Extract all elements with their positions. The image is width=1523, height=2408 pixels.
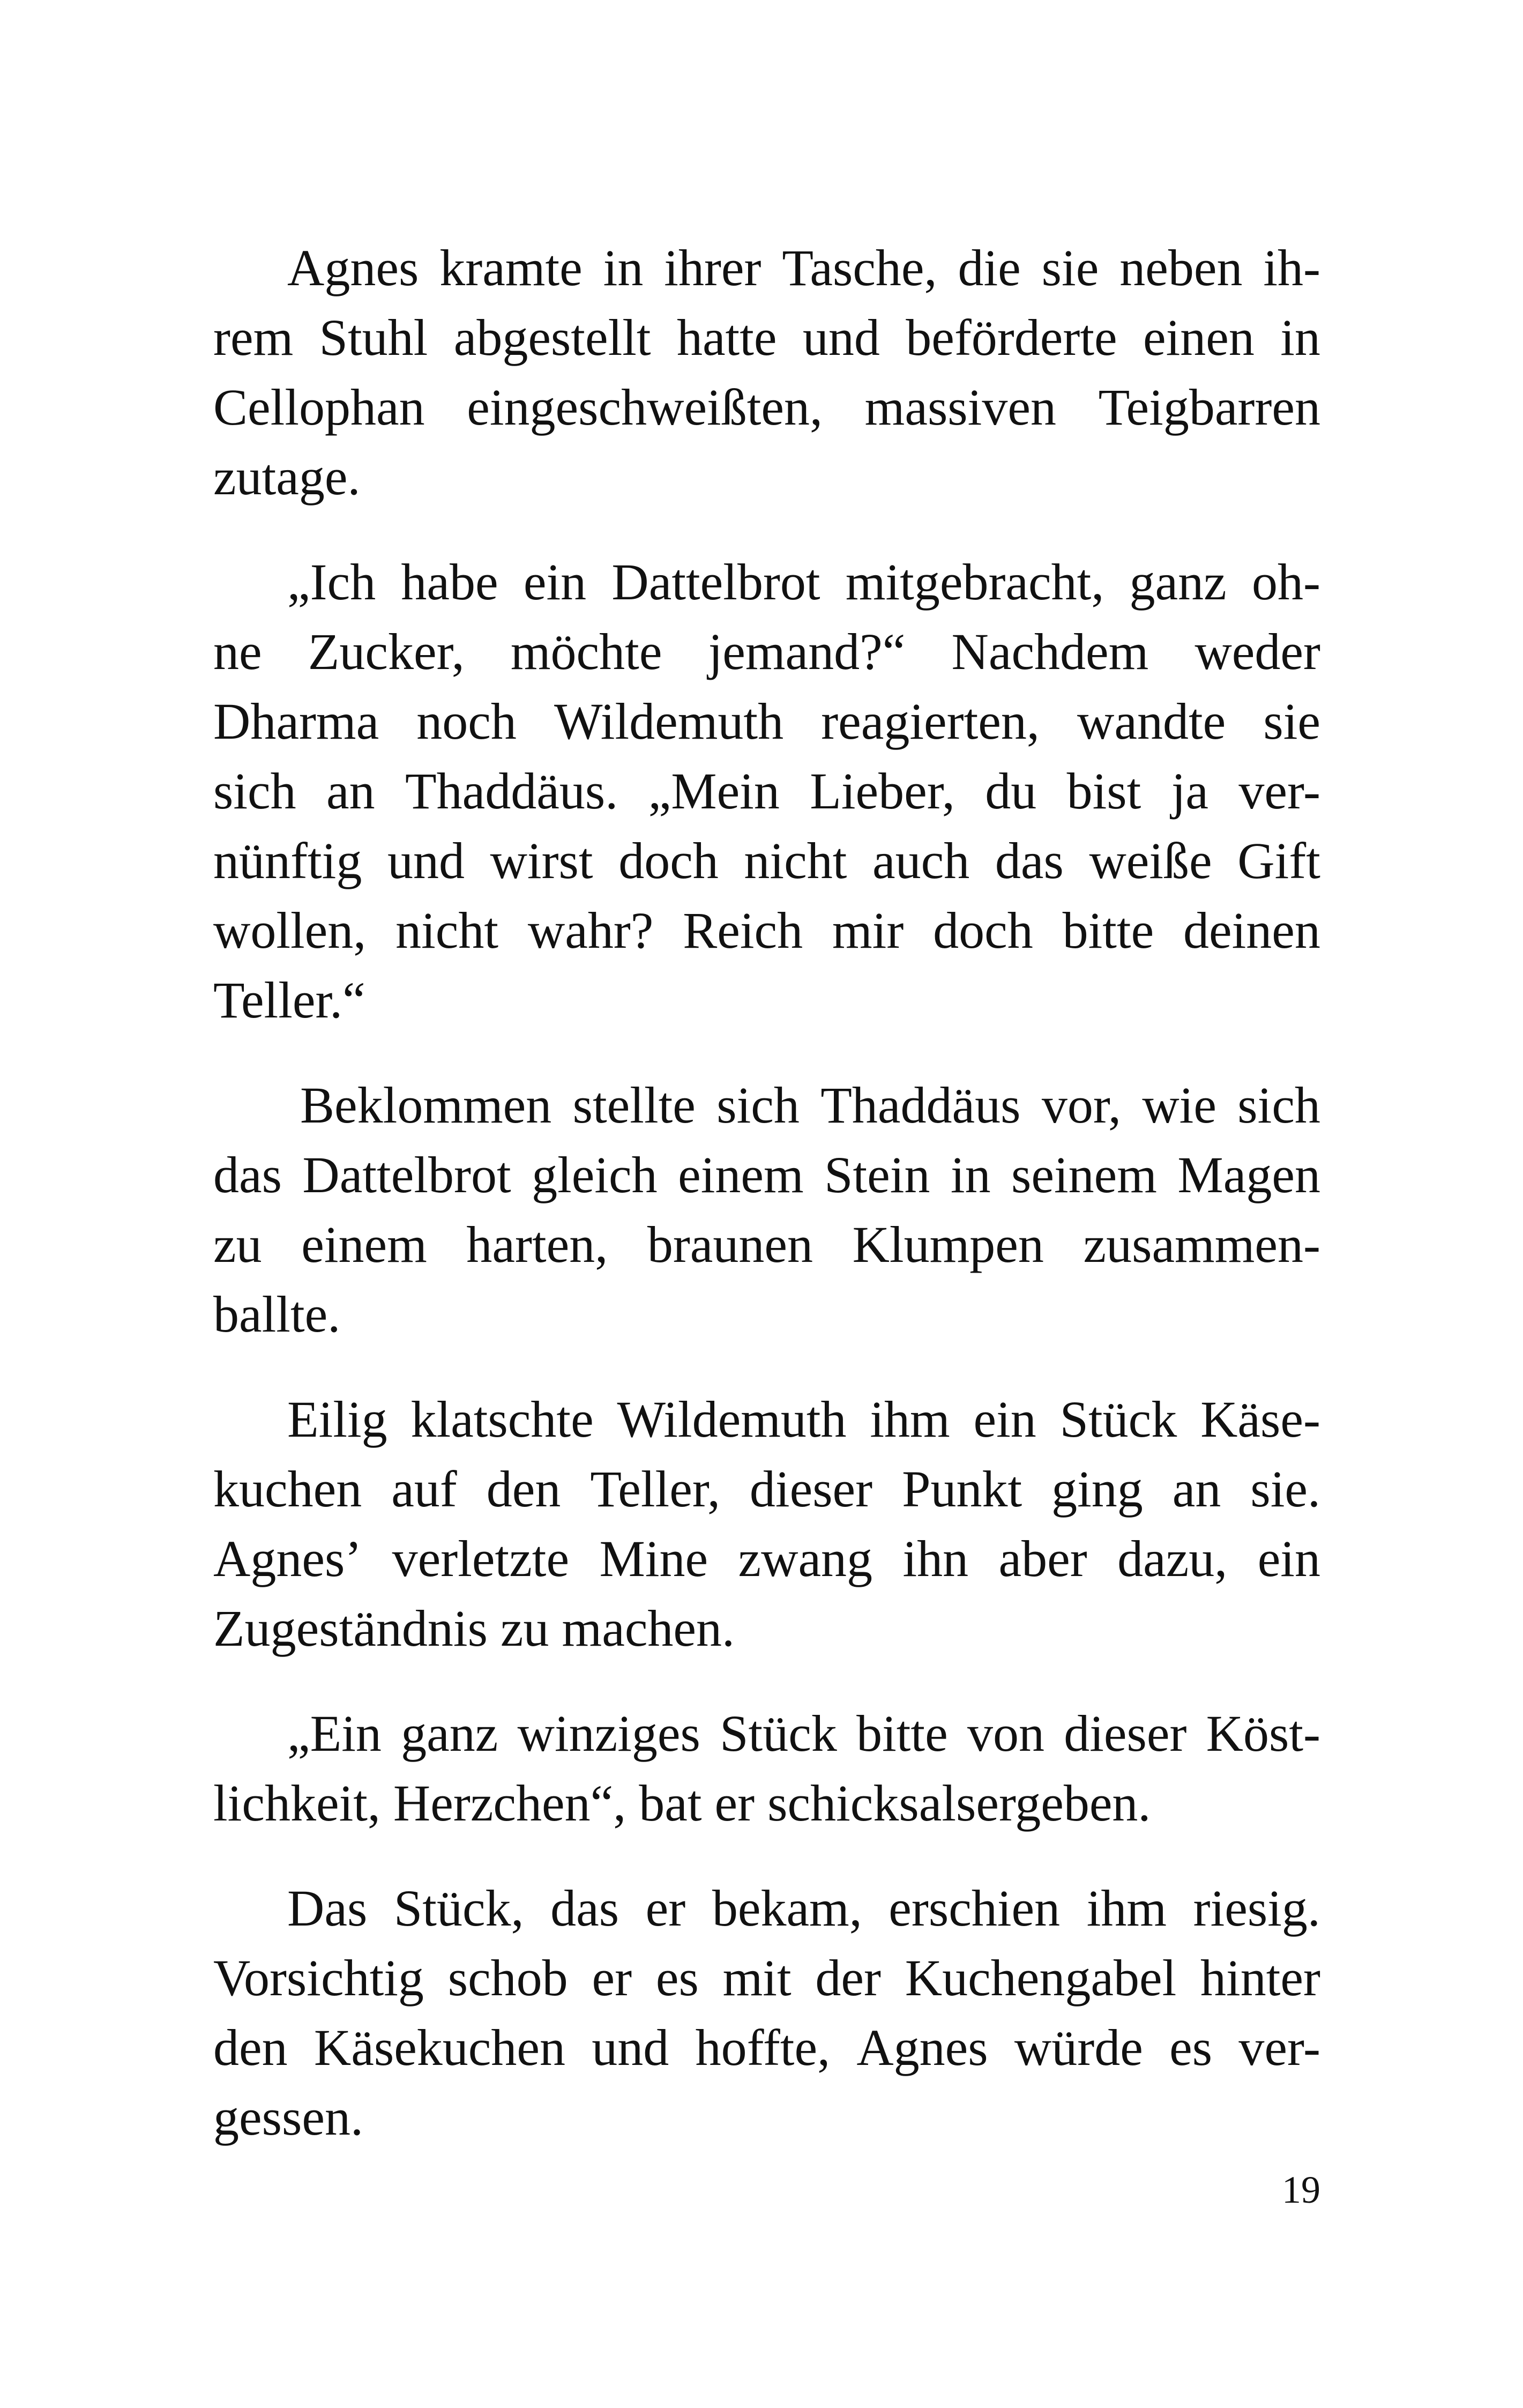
text-line: rem Stuhl abgestellt hatte und beförderte einen in bbox=[213, 309, 1320, 366]
text-line: Zugeständnis zu machen. bbox=[213, 1600, 735, 1657]
paragraph bbox=[213, 1699, 1320, 1838]
text-line: kuchen auf den Teller, dieser Punkt ging an sie. bbox=[213, 1460, 1320, 1518]
text-line: zutage. bbox=[213, 448, 361, 506]
text-line: Teller.“ bbox=[213, 971, 365, 1029]
page-number: 19 bbox=[1282, 2168, 1320, 2211]
text-line: ballte. bbox=[213, 1285, 341, 1343]
text-line: Das Stück, das er bekam, erschien ihm riesig. bbox=[287, 1879, 1320, 1937]
paragraph bbox=[213, 547, 1320, 1035]
text-line: Beklommen stellte sich Thaddäus vor, wie sich bbox=[300, 1076, 1320, 1134]
text-line: das Dattelbrot gleich einem Stein in seinem Magen bbox=[213, 1146, 1320, 1203]
text-line: gessen. bbox=[213, 2089, 363, 2146]
text-line: den Käsekuchen und hoffte, Agnes würde es ver- bbox=[213, 2019, 1320, 2076]
text-line: ne Zucker, möchte jemand?“ Nachdem weder bbox=[213, 623, 1320, 680]
text-line: sich an Thaddäus. „Mein Lieber, du bist ja ver- bbox=[213, 762, 1320, 820]
paragraph bbox=[213, 1385, 1320, 1663]
text-line: Agnes kramte in ihrer Tasche, die sie neben ih- bbox=[287, 239, 1320, 296]
text-line: Agnes’ verletzte Mine zwang ihn aber dazu, ein bbox=[213, 1530, 1320, 1587]
text-line: zu einem harten, braunen Klumpen zusammen- bbox=[213, 1216, 1320, 1273]
text-line: wollen, nicht wahr? Reich mir doch bitte deinen bbox=[213, 902, 1320, 959]
text-line: Dharma noch Wildemuth reagierten, wandte sie bbox=[213, 693, 1320, 750]
paragraph bbox=[213, 1071, 1320, 1349]
text-line: Vorsichtig schob er es mit der Kuchengabel hinter bbox=[213, 1949, 1320, 2006]
text-line: Cellophan eingeschweißten, massiven Teigbarren bbox=[213, 378, 1320, 436]
text-line: „Ich habe ein Dattelbrot mitgebracht, ganz oh- bbox=[287, 553, 1320, 611]
body-text bbox=[213, 233, 1320, 2188]
text-line: Eilig klatschte Wildemuth ihm ein Stück Käse- bbox=[287, 1391, 1320, 1448]
paragraph bbox=[213, 1874, 1320, 2152]
text-line: „Ein ganz winziges Stück bitte von dieser Köst- bbox=[287, 1705, 1320, 1762]
text-line: nünftig und wirst doch nicht auch das weiße Gift bbox=[213, 832, 1320, 889]
text-line: lichkeit, Herzchen“, bat er schicksalsergeben. bbox=[213, 1774, 1151, 1832]
paragraph bbox=[213, 233, 1320, 512]
